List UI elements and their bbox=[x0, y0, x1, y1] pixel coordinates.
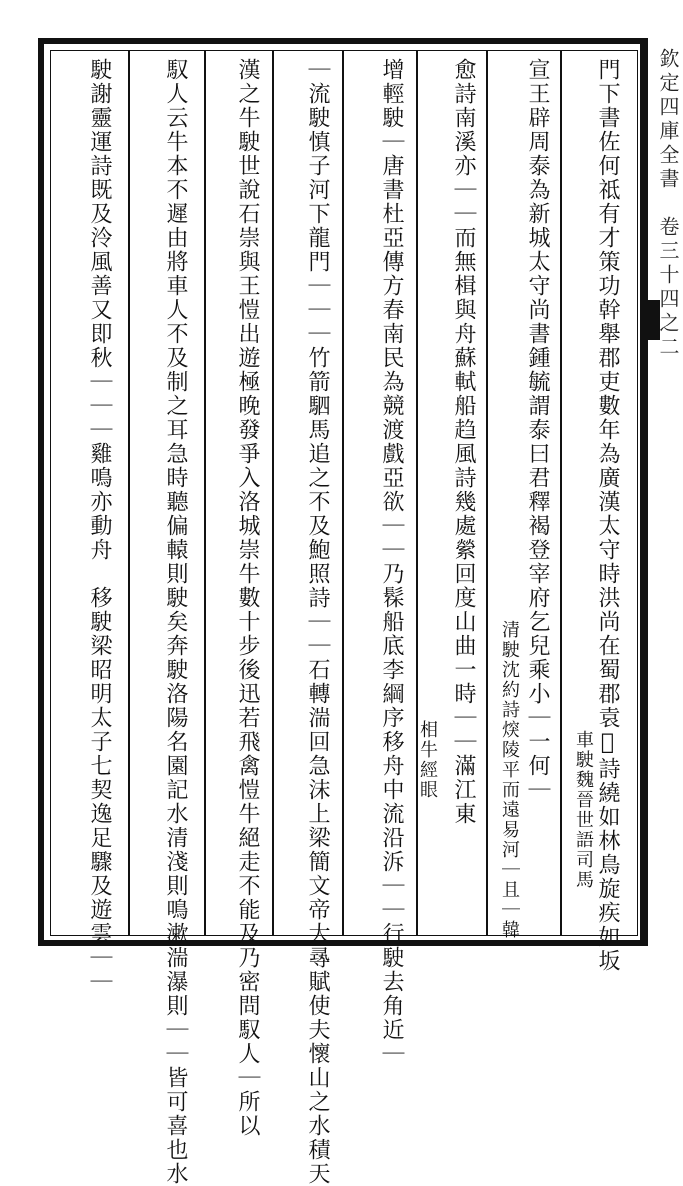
column-rule bbox=[342, 50, 344, 936]
text-column-7: 馭人云牛本不遲由將車人不及制之耳急時聽偏轅則駛矣奔駛洛陽名園記水清淺則鳴漱湍瀑則｜｜皆可喜也水 bbox=[163, 58, 188, 1186]
annotation-xiangniujing: 相牛經眼 bbox=[417, 720, 438, 800]
column-rule bbox=[204, 50, 206, 936]
column-rule bbox=[560, 50, 562, 936]
text-column-2: 宣王辟周泰為新城太守尚書鍾毓謂泰曰君釋褐登宰府乞兒乘小｜一何｜ bbox=[525, 58, 550, 802]
text-column-8: 駛謝靈運詩既及泠風善又即秋｜｜｜雞鳴亦動舟 移駛梁昭明太子七契逸足驟及遊雲｜｜ bbox=[87, 58, 112, 994]
column-rule bbox=[128, 50, 130, 936]
annotation-cheshi: 車駛魏晉世語司馬 bbox=[573, 730, 594, 890]
column-rule bbox=[272, 50, 274, 936]
margin-line bbox=[640, 38, 642, 946]
text-column-5: ｜流駛慎子河下龍門｜｜｜竹箭駟馬追之不及鮑照詩｜｜石轉湍回急沫上梁簡文帝大㝷賦使夫懷山之水積天 bbox=[305, 58, 330, 1186]
text-column-3: 愈詩南溪亦｜｜而無楫與舟蘇軾船趋風詩幾處縈回度山曲一時｜｜滿江東 bbox=[451, 58, 476, 826]
text-column-6: 漢之牛駛世說石崇與王愷出遊極晚發爭入洛城崇牛數十步後迅若飛禽愷牛絕走不能及乃密問馭人｜所以 bbox=[235, 58, 260, 1138]
text-column-1: 門下書佐何祗有才策功幹舉郡吏數年為廣漢太守時洪尚在蜀郡袁𥨊詩繞如林鳥旋疾如坂 bbox=[595, 58, 620, 973]
margin-label: 欽定四庫全書 卷三十四之二 bbox=[656, 48, 680, 360]
text-column-4: 增輕駛｜唐書杜亞傳方春南民為競渡戲亞欲｜｜乃髹船底李綱序移舟中流沿泝｜｜行駛去角近｜ bbox=[379, 58, 404, 1066]
column-rule bbox=[486, 50, 488, 936]
annotation-qingshi: 清駛沈約詩㷝陵平而遠易河｜且｜韓 bbox=[499, 620, 520, 940]
